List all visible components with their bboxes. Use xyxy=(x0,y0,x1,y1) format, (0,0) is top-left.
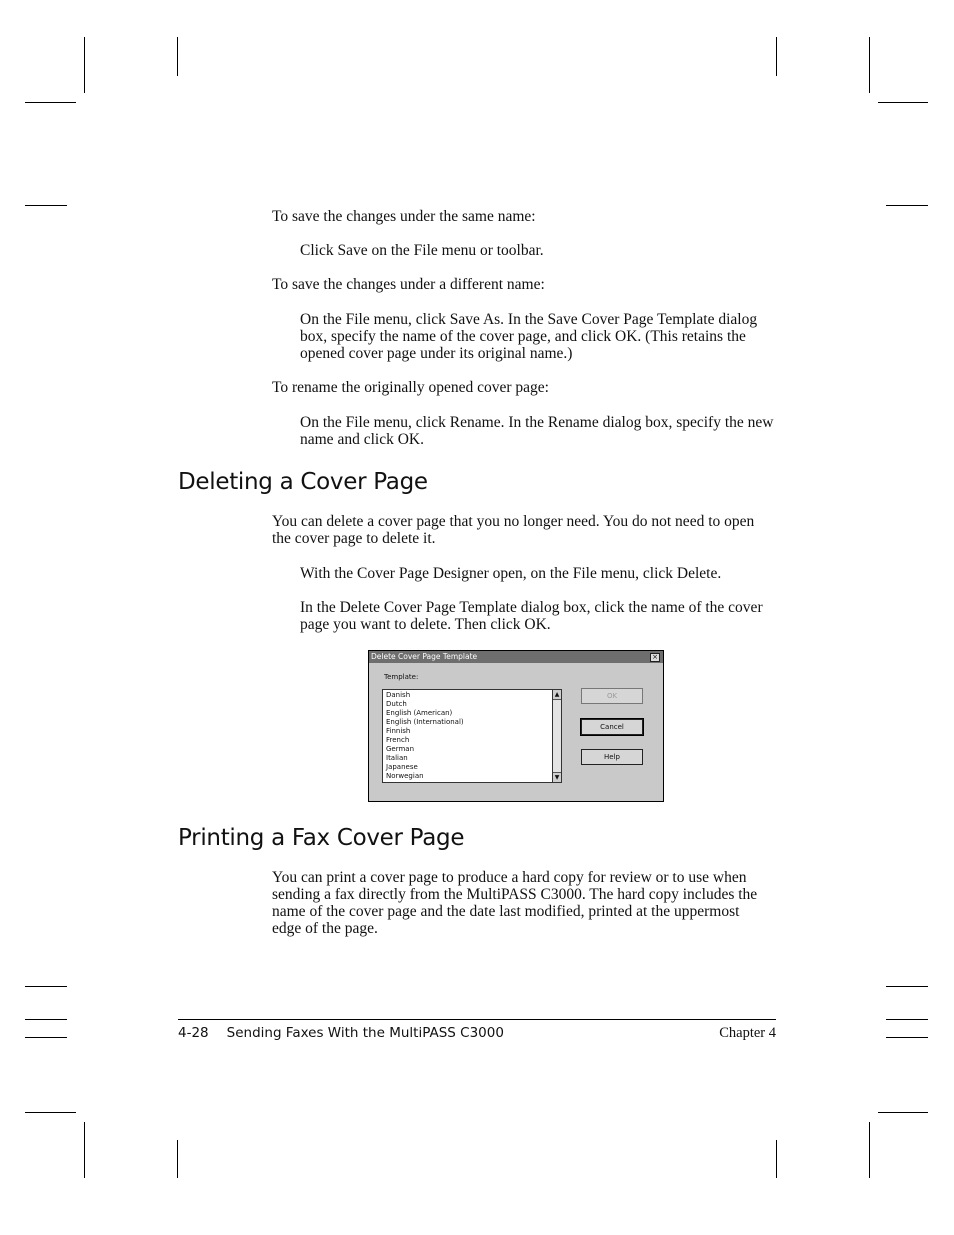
scroll-down-icon[interactable]: ▼ xyxy=(554,774,560,781)
crop-mark xyxy=(886,986,928,987)
delete-template-dialog xyxy=(368,650,664,802)
crop-mark xyxy=(25,1112,76,1113)
paragraph: To save the changes under the same name: xyxy=(272,208,536,225)
crop-mark xyxy=(878,102,928,103)
footer-left xyxy=(178,1025,504,1041)
dialog-title: Delete Cover Page Template xyxy=(369,651,663,663)
crop-mark xyxy=(25,1019,67,1020)
crop-mark xyxy=(84,1122,85,1178)
paragraph: On the File menu, click Rename. In the Rename dialog box, specify the new name and click OK. xyxy=(300,414,774,448)
help-button[interactable]: Help xyxy=(581,749,643,765)
paragraph: You can print a cover page to produce a hard copy for review or to use when sending a fax directly from the MultiPASS C3000. The hard copy includes the name of the cover page and the date last modified, printed at the uppermost edge of the page. xyxy=(272,869,758,937)
list-item[interactable]: Norwegian xyxy=(386,772,424,780)
crop-mark xyxy=(886,1019,928,1020)
section-heading: Deleting a Cover Page xyxy=(178,469,428,495)
crop-mark xyxy=(177,37,178,76)
paragraph: You can delete a cover page that you no longer need. You do not need to open the cover page to delete it. xyxy=(272,513,755,547)
crop-mark xyxy=(869,1122,870,1178)
crop-mark xyxy=(25,205,67,206)
crop-mark xyxy=(886,205,928,206)
crop-mark xyxy=(84,37,85,93)
cancel-button[interactable]: Cancel xyxy=(581,719,643,735)
paragraph: To save the changes under a different name: xyxy=(272,276,545,293)
list-item[interactable]: French xyxy=(386,736,410,744)
list-item[interactable]: English (International) xyxy=(386,718,464,726)
footer-rule xyxy=(178,1019,776,1020)
list-item[interactable]: Finnish xyxy=(386,727,411,735)
crop-mark xyxy=(869,37,870,93)
chapter-label: Chapter 4 xyxy=(719,1025,776,1041)
crop-mark xyxy=(776,1140,777,1178)
paragraph: To rename the originally opened cover page: xyxy=(272,379,549,396)
close-icon[interactable]: × xyxy=(650,653,660,662)
list-item[interactable]: Danish xyxy=(386,691,411,699)
list-item[interactable]: Italian xyxy=(386,754,408,762)
page-number: 4-28 xyxy=(178,1025,209,1041)
ok-button[interactable]: OK xyxy=(581,688,643,704)
list-item[interactable]: Japanese xyxy=(386,763,418,771)
crop-mark xyxy=(177,1140,178,1178)
crop-mark xyxy=(25,986,67,987)
list-item[interactable]: German xyxy=(386,745,415,753)
crop-mark xyxy=(25,102,76,103)
list-item[interactable]: English (American) xyxy=(386,709,453,717)
list-item[interactable]: Dutch xyxy=(386,700,407,708)
section-heading: Printing a Fax Cover Page xyxy=(178,825,465,851)
paragraph: Click Save on the File menu or toolbar. xyxy=(300,242,544,259)
running-title: Sending Faxes With the MultiPASS C3000 xyxy=(226,1025,504,1041)
crop-mark xyxy=(886,1037,928,1038)
paragraph: On the File menu, click Save As. In the Save Cover Page Template dialog box, specify the name of the cover page, and click OK. (This retains the opened cover page under its original name.) xyxy=(300,311,758,362)
template-label: Template: xyxy=(384,673,419,681)
paragraph: With the Cover Page Designer open, on the File menu, click Delete. xyxy=(300,565,722,582)
paragraph: In the Delete Cover Page Template dialog box, click the name of the cover page you want to delete. Then click OK. xyxy=(300,599,763,633)
scroll-up-icon[interactable]: ▲ xyxy=(554,691,560,698)
crop-mark xyxy=(878,1112,928,1113)
crop-mark xyxy=(25,1037,67,1038)
template-listbox[interactable] xyxy=(382,689,562,783)
crop-mark xyxy=(776,37,777,76)
listbox-scrollbar[interactable] xyxy=(552,690,561,782)
